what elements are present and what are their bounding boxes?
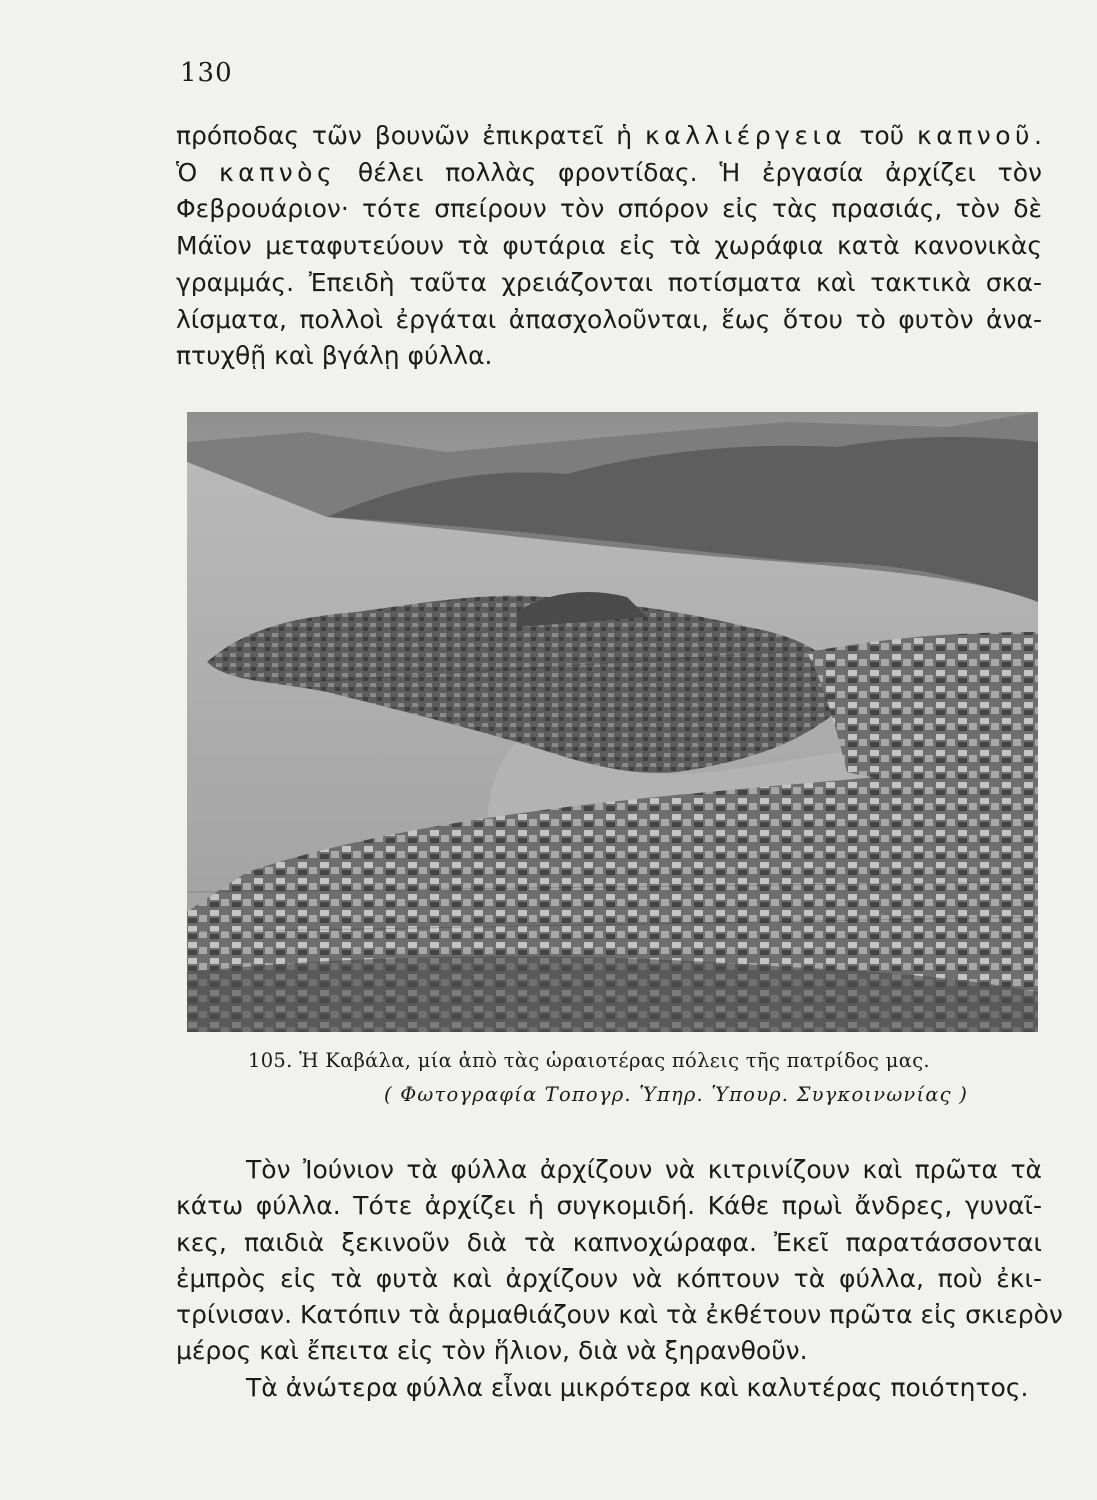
text-line: Μάϊον μεταφυτεύουν τὰ φυτάρια εἰς τὰ χωράφια κατὰ κανονικὰς xyxy=(176,231,1042,261)
text-line: ἐμπρὸς εἰς τὰ φυτὰ καὶ ἀρχίζουν νὰ κόπτουν τὰ φύλλα, ποὺ ἐκι- xyxy=(176,1263,1042,1293)
text-line xyxy=(176,155,1042,192)
text-line: μέρος καὶ ἔπειτα εἰς τὸν ἥλιον, διὰ νὰ ξηρανθοῦν. xyxy=(176,1336,808,1366)
text-line: κες, παιδιὰ ξεκινοῦν διὰ τὰ καπνοχώραφα. Ἐκεῖ παρατάσσονται xyxy=(176,1227,1042,1257)
text-run: Ὁ xyxy=(176,157,219,187)
text-run: πρόποδας τῶν βουνῶν ἐπικρατεῖ ἡ xyxy=(176,121,646,150)
spaced-term: καλλιέργεια xyxy=(645,121,847,150)
caption-text: 105. Ἡ Καβάλα, μία ἀπὸ τὰς ὡραιοτέρας πόλεις τῆς πατρίδος μας. xyxy=(248,1049,930,1072)
text-line-closing: Τὰ ἀνώτερα φύλλα εἶναι μικρότερα καὶ καλυτέρας ποιότητος. xyxy=(246,1372,1029,1402)
text-line: πτυχθῇ καὶ βγάλῃ φύλλα. xyxy=(176,341,493,371)
photo-credit: ( Φωτογραφία Τοπογρ. Ὑπηρ. Ὑπουρ. Συγκοινωνίας ) xyxy=(384,1083,969,1106)
page-number: 130 xyxy=(180,58,233,88)
text-line xyxy=(176,118,1042,155)
paragraph-tobacco-cultivation xyxy=(176,118,1042,375)
paragraph-harvest xyxy=(176,1152,1063,1406)
text-line: γραμμάς. Ἐπειδὴ ταῦτα χρειάζονται ποτίσματα καὶ τακτικὰ σκα- xyxy=(176,267,1042,297)
text-line: λίσματα, πολλοὶ ἐργάται ἀπασχολοῦνται, ἕως ὅτου τὸ φυτὸν ἀνα- xyxy=(176,304,1042,334)
text-line: Τὸν Ἰούνιον τὰ φύλλα ἀρχίζουν νὰ κιτρινίζουν καὶ πρῶτα τὰ xyxy=(246,1155,1042,1184)
text-run: . xyxy=(1034,121,1042,150)
text-run: θέλει πολλὰς φροντίδας. Ἡ ἐργασία ἀρχίζει τὸν xyxy=(336,157,1042,187)
text-line: Φεβρουάριον· τότε σπείρουν τὸν σπόρον εἰς τὰς πρασιάς, τὸν δὲ xyxy=(176,194,1042,224)
figure-caption xyxy=(248,1044,1008,1112)
text-run: τοῦ xyxy=(846,121,918,150)
text-line: κάτω φύλλα. Τότε ἀρχίζει ἡ συγκομιδή. Κάθε πρωὶ ἄνδρες, γυναῖ- xyxy=(176,1191,1042,1221)
spaced-term: καπνὸς xyxy=(218,157,337,187)
text-line: τρίνισαν. Κατόπιν τὰ ἁρμαθιάζουν καὶ τὰ ἐκθέτουν πρῶτα εἰς σκιερὸν xyxy=(176,1300,1063,1330)
kavala-photograph xyxy=(187,412,1038,1032)
spaced-term: καπνοῦ xyxy=(917,121,1035,150)
